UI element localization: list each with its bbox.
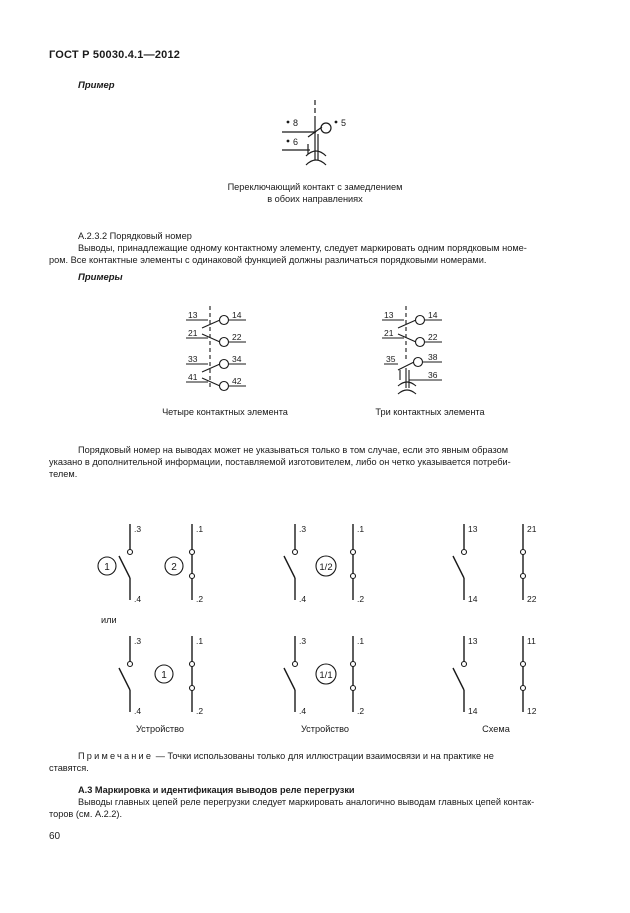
terminal-label: 13 bbox=[468, 636, 478, 646]
note bbox=[78, 750, 494, 763]
terminal-label: 35 bbox=[386, 354, 396, 364]
terminal-label: 8 bbox=[293, 118, 299, 128]
three-contact-elements-diagram bbox=[376, 304, 466, 396]
body-text: Выводы главных цепей реле перегрузки следует маркировать аналогично выводам главных цепей контак- bbox=[78, 797, 535, 807]
terminal-label: 5 bbox=[341, 118, 347, 128]
terminal-label: 36 bbox=[428, 370, 438, 380]
circle-label: 1/1 bbox=[319, 670, 333, 681]
figure-caption: Три контактных элемента bbox=[375, 407, 485, 417]
terminal-label: .4 bbox=[134, 594, 142, 604]
terminal-label: 41 bbox=[188, 372, 198, 382]
terminal-label: 34 bbox=[232, 354, 242, 364]
terminal-label: 21 bbox=[384, 328, 394, 338]
circle-label: 1/2 bbox=[319, 562, 333, 573]
or-label: или bbox=[101, 615, 117, 625]
terminal-label: .1 bbox=[357, 524, 365, 534]
schematic-diagram-2 bbox=[453, 636, 537, 716]
terminal-label: 12 bbox=[527, 706, 537, 716]
terminal-label: 22 bbox=[527, 594, 537, 604]
circle-label: 1 bbox=[161, 670, 167, 681]
section-heading: А.2.3.2 Порядковый номер bbox=[78, 231, 192, 241]
terminal-label: .3 bbox=[299, 636, 307, 646]
body-text: Выводы, принадлежащие одному контактному элементу, следует маркировать одним порядковым номе- bbox=[78, 243, 527, 253]
terminal-label: 22 bbox=[232, 332, 242, 342]
terminal-label: 13 bbox=[384, 310, 394, 320]
terminal-label: .2 bbox=[196, 594, 204, 604]
examples-heading: Примеры bbox=[78, 272, 123, 283]
terminal-label: 22 bbox=[428, 332, 438, 342]
device-diagram-1 bbox=[98, 524, 203, 604]
terminal-label: .4 bbox=[299, 594, 307, 604]
circle-label: 2 bbox=[171, 562, 177, 573]
figure-caption: Четыре контактных элемента bbox=[162, 407, 288, 417]
body-text: ром. Все контактные элементы с одинаковой функцией должны различаться порядковыми номерами. bbox=[49, 255, 487, 265]
note-text: — Точки использованы только для иллюстрации взаимосвязи и на практике не bbox=[155, 751, 494, 761]
device-diagram-3 bbox=[119, 636, 203, 716]
example-heading: Пример bbox=[78, 80, 115, 91]
schematic-diagram-1 bbox=[453, 524, 537, 604]
terminal-label: .2 bbox=[196, 706, 204, 716]
body-text: торов (см. А.2.2). bbox=[49, 809, 123, 819]
terminal-marking-row-1 bbox=[95, 520, 535, 610]
terminal-label: 21 bbox=[527, 524, 537, 534]
terminal-label: .2 bbox=[357, 594, 365, 604]
terminal-label: .1 bbox=[196, 524, 204, 534]
terminal-label: 42 bbox=[232, 376, 242, 386]
device-diagram-4 bbox=[284, 636, 364, 716]
changeover-contact-diagram bbox=[270, 96, 360, 168]
terminal-label: .4 bbox=[299, 706, 307, 716]
terminal-label: .4 bbox=[134, 706, 142, 716]
document-header: ГОСТ Р 50030.4.1—2012 bbox=[49, 49, 181, 61]
terminal-label: .3 bbox=[134, 524, 142, 534]
figure-caption: в обоих направлениях bbox=[267, 194, 363, 204]
terminal-label: .2 bbox=[357, 706, 365, 716]
body-text: телем. bbox=[49, 469, 78, 479]
terminal-marking-row-2 bbox=[95, 632, 535, 722]
body-text: указано в дополнительной информации, поставляемой изготовителем, либо он четко указывается потреби- bbox=[49, 457, 511, 467]
terminal-label: 14 bbox=[428, 310, 438, 320]
terminal-label: 38 bbox=[428, 352, 438, 362]
terminal-label: .3 bbox=[299, 524, 307, 534]
figure-caption: Переключающий контакт с замедлением bbox=[227, 182, 403, 192]
page-number: 60 bbox=[49, 831, 61, 842]
note-text: ставятся. bbox=[49, 763, 89, 773]
device-diagram-2 bbox=[284, 524, 364, 604]
terminal-label: 33 bbox=[188, 354, 198, 364]
terminal-label: 21 bbox=[188, 328, 198, 338]
figure-caption: Схема bbox=[482, 724, 510, 734]
note-label: Примечание bbox=[78, 751, 154, 761]
terminal-label: 6 bbox=[293, 137, 299, 147]
terminal-label: 14 bbox=[468, 594, 478, 604]
figure-caption: Устройство bbox=[300, 724, 350, 734]
terminal-label: 13 bbox=[188, 310, 198, 320]
circle-label: 1 bbox=[104, 562, 110, 573]
terminal-label: 14 bbox=[232, 310, 242, 320]
terminal-label: .1 bbox=[196, 636, 204, 646]
terminal-label: .1 bbox=[357, 636, 365, 646]
terminal-label: 11 bbox=[527, 636, 536, 646]
body-text: Порядковый номер на выводах может не указываться только в том случае, если это явным образом bbox=[78, 445, 509, 455]
section-heading: А.3 Маркировка и идентификация выводов реле перегрузки bbox=[78, 785, 355, 795]
terminal-label: 14 bbox=[468, 706, 478, 716]
terminal-label: .3 bbox=[134, 636, 142, 646]
four-contact-elements-diagram bbox=[180, 304, 270, 392]
figure-caption: Устройство bbox=[135, 724, 185, 734]
terminal-label: 13 bbox=[468, 524, 478, 534]
